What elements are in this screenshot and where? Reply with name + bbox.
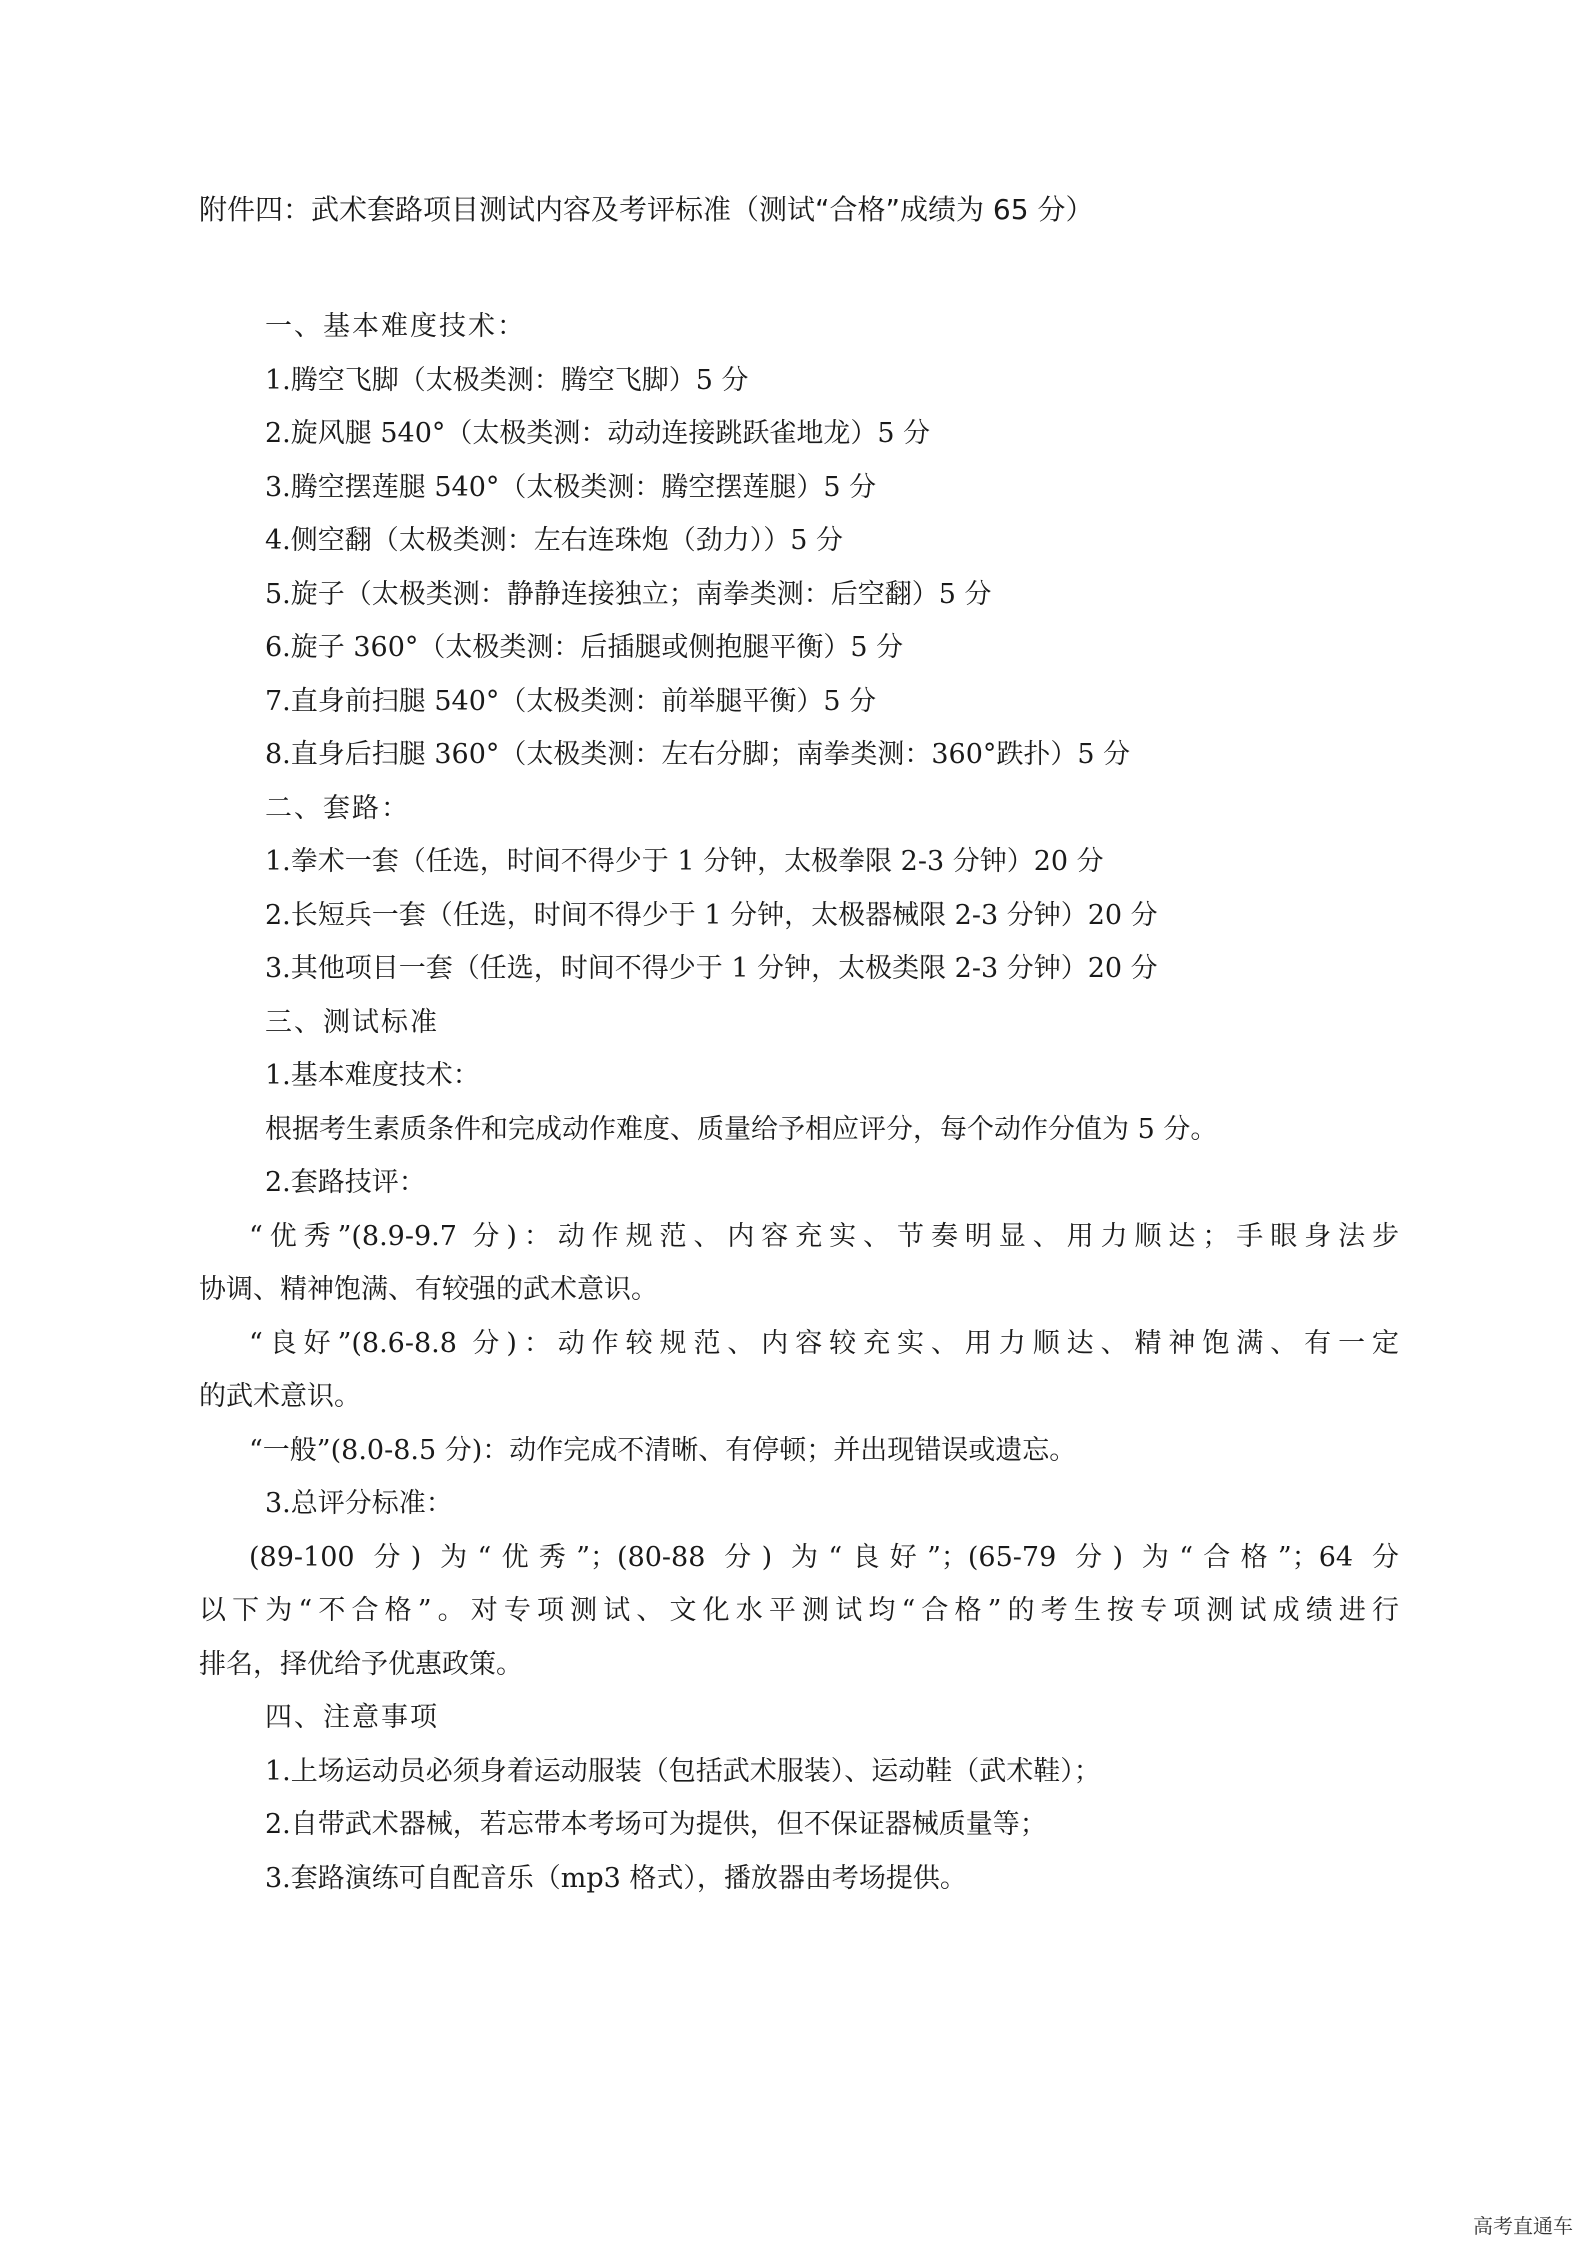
subsection-title: 3.总评分标准： [265, 1488, 453, 1519]
list-item: 3.其他项目一套（任选，时间不得少于 1 分钟，太极类限 2-3 分钟）20 分 [265, 953, 1158, 984]
section-heading-notes: 四、注意事项 [265, 1702, 439, 1733]
list-item: 8.直身后扫腿 360°（太极类测：左右分脚；南拳类测：360°跌扑）5 分 [265, 739, 1131, 770]
paragraph-text: 排名，择优给予优惠政策。 [199, 1648, 523, 1680]
subsection-title: 1.基本难度技术： [265, 1060, 480, 1091]
paragraph-text: 协调、精神饱满、有较强的武术意识。 [199, 1274, 658, 1305]
section-heading-test-standards: 三、测试标准 [265, 1006, 439, 1038]
list-item: 3.套路演练可自配音乐（mp3 格式），播放器由考场提供。 [265, 1862, 967, 1894]
list-item: 7.直身前扫腿 540°（太极类测：前举腿平衡）5 分 [265, 685, 877, 717]
section-heading-basic-difficulty: 一、基本难度技术： [265, 311, 526, 342]
watermark: 高考直通车 [1473, 2214, 1573, 2238]
document-body [199, 300, 1399, 1905]
subsection-title: 2.套路技评： [265, 1167, 426, 1198]
list-item: 4.侧空翻（太极类测：左右连珠炮（劲力））5 分 [265, 525, 844, 556]
paragraph-text: 的武术意识。 [199, 1381, 361, 1412]
list-item: 1.腾空飞脚（太极类测：腾空飞脚）5 分 [265, 364, 749, 396]
paragraph-text: “优秀”(8.9-9.7 分)：动作规范、内容充实、节奏明显、用力顺达；手眼身法步 [249, 1220, 1399, 1252]
paragraph-text: “一般”(8.0-8.5 分)：动作完成不清晰、有停顿；并出现错误或遗忘。 [249, 1434, 1077, 1466]
list-item: 2.长短兵一套（任选，时间不得少于 1 分钟，太极器械限 2-3 分钟）20 分 [265, 899, 1158, 931]
paragraph-text: 根据考生素质条件和完成动作难度、质量给予相应评分，每个动作分值为 5 分。 [265, 1113, 1218, 1145]
list-item: 5.旋子（太极类测：静静连接独立；南拳类测：后空翻）5 分 [265, 578, 992, 610]
list-item: 6.旋子 360°（太极类测：后插腿或侧抱腿平衡）5 分 [265, 632, 904, 663]
paragraph-text: “良好”(8.6-8.8 分)：动作较规范、内容较充实、用力顺达、精神饱满、有一定 [249, 1327, 1399, 1359]
paragraph-text: (89-100 分) 为“优秀”；(80-88 分) 为“良好”；(65-79 分) 为“合格”；64 分 [249, 1541, 1399, 1573]
list-item: 1.拳术一套（任选，时间不得少于 1 分钟，太极拳限 2-3 分钟）20 分 [265, 846, 1104, 877]
list-item: 3.腾空摆莲腿 540°（太极类测：腾空摆莲腿）5 分 [265, 471, 877, 503]
list-item: 2.旋风腿 540°（太极类测：动动连接跳跃雀地龙）5 分 [265, 418, 931, 449]
list-item: 2.自带武术器械，若忘带本考场可为提供，但不保证器械质量等； [265, 1809, 1047, 1840]
page-title: 附件四：武术套路项目测试内容及考评标准（测试“合格”成绩为 65 分） [199, 193, 1094, 226]
paragraph-text: 以下为“不合格”。对专项测试、文化水平测试均“合格”的考生按专项测试成绩进行 [199, 1595, 1399, 1626]
section-heading-routines: 二、套路： [265, 792, 410, 824]
list-item: 1.上场运动员必须身着运动服装（包括武术服装）、运动鞋（武术鞋）； [265, 1755, 1101, 1787]
